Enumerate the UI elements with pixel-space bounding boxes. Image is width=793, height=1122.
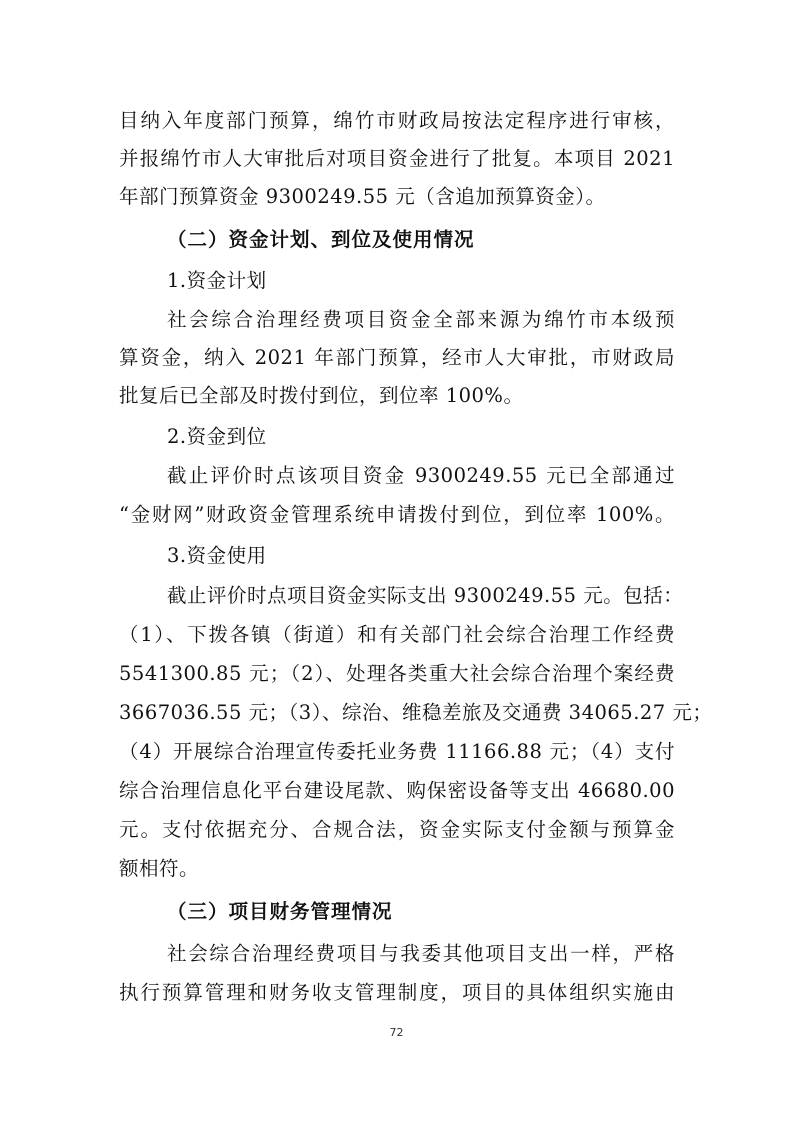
sub3-line-2: （1）、下拨各镇（街道）和有关部门社会综合治理工作经费 <box>119 623 675 646</box>
sub3-line-3: 5541300.85 元；（2）、处理各类重大社会综合治理个案经费 <box>119 662 675 685</box>
subheading-funds-arrival: 2.资金到位 <box>167 425 267 448</box>
section-heading-financial-management: （三）项目财务管理情况 <box>167 900 393 923</box>
sub3-line-5: （4）开展综合治理宣传委托业务费 11166.88 元；（4）支付 <box>119 740 675 763</box>
sub1-line-3: 批复后已全部及时拨付到位，到位率 100%。 <box>119 384 524 407</box>
intro-line-1: 目纳入年度部门预算，绵竹市财政局按法定程序进行审核， <box>119 109 675 132</box>
sub3-line-8: 额相符。 <box>119 857 200 880</box>
sub3-line-7: 元。支付依据充分、合规合法，资金实际支付金额与预算金 <box>119 818 675 841</box>
section-heading-funds-plan: （二）资金计划、到位及使用情况 <box>167 228 475 251</box>
sub3-line-1: 截止评价时点项目资金实际支出 9300249.55 元。包括： <box>167 584 684 607</box>
intro-line-3: 年部门预算资金 9300249.55 元（含追加预算资金）。 <box>119 185 606 208</box>
sub1-line-2: 算资金，纳入 2021 年部门预算，经市人大审批，市财政局 <box>119 346 675 369</box>
subheading-funds-plan: 1.资金计划 <box>167 269 267 292</box>
sub3-line-6: 综合治理信息化平台建设尾款、购保密设备等支出 46680.00 <box>119 779 675 802</box>
intro-line-2: 并报绵竹市人大审批后对项目资金进行了批复。本项目 2021 <box>119 147 675 170</box>
subheading-funds-usage: 3.资金使用 <box>167 544 267 567</box>
page-number: 72 <box>389 1026 404 1039</box>
sub3-line-4: 3667036.55 元；（3）、综治、维稳差旅及交通费 34065.27 元； <box>119 701 713 724</box>
sub1-line-1: 社会综合治理经费项目资金全部来源为绵竹市本级预 <box>167 308 675 331</box>
sub2-line-2: “金财网”财政资金管理系统申请拨付到位，到位率 100%。 <box>119 503 675 526</box>
section3-line-2: 执行预算管理和财务收支管理制度，项目的具体组织实施由 <box>119 981 675 1004</box>
section3-line-1: 社会综合治理经费项目与我委其他项目支出一样，严格 <box>167 942 675 965</box>
sub2-line-1: 截止评价时点该项目资金 9300249.55 元已全部通过 <box>167 464 675 487</box>
